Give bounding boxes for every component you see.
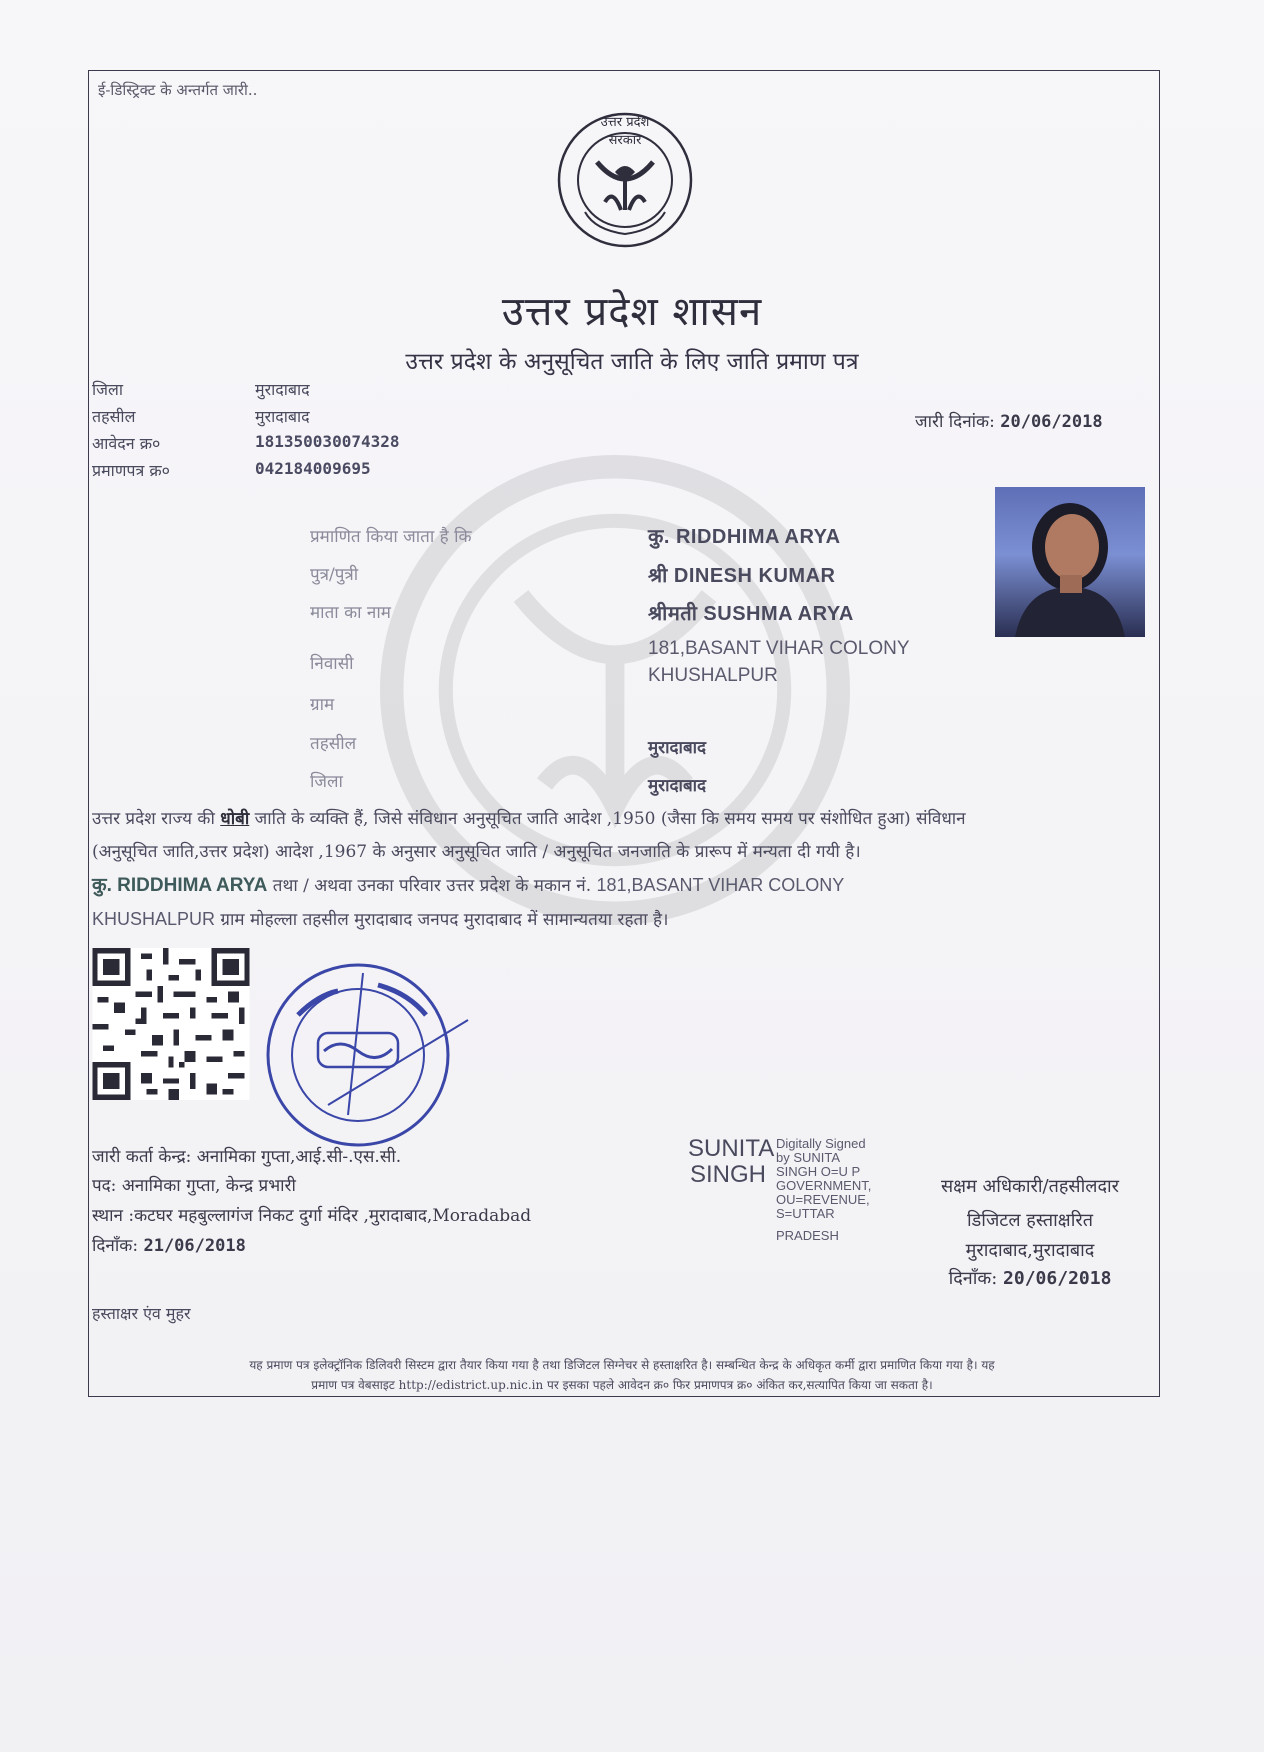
- certificate-statement: [92, 803, 1152, 937]
- statement-line-4: KHUSHALPUR ग्राम मोहल्ला तहसील मुरादाबाद जनपद मुरादाबाद में सामान्यतया रहता है।: [92, 909, 669, 930]
- application-no-label: आवेदन क्र०: [92, 434, 161, 453]
- qr-code: [92, 948, 250, 1100]
- certificate-no-value: 042184009695: [255, 459, 371, 478]
- authority-digital-signed: डिजिटल हस्ताक्षरित: [967, 1210, 1093, 1231]
- footer-note: यह प्रमाण पत्र इलेक्ट्रॉनिक डिलिवरी सिस्टम द्वारा तैयार किया गया है तथा डिजिटल सिग्नेचर से हस्ताक्षरित है। सम्बन्धित केन्द्र के अधिकृत कर्मी द्वारा प्रमाणित किया गया है। यह प्रमाण पत्र वेबसाइट http://edistrict.up.nic.in पर इसका पहले आवेदन क्र० फिर प्रमाणपत्र क्र० अंकित कर,सत्यापित किया जा सकता है।: [249, 1358, 995, 1392]
- signer-name-large: SUNITA SINGH: [688, 1135, 775, 1188]
- issuing-center: जारी कर्ता केन्द्र: अनामिका गुप्ता,आई.सी-.एस.सी.: [92, 1147, 402, 1167]
- district-label: जिला: [92, 380, 124, 399]
- issued-under-note: ई-डिस्ट्रिक्ट के अन्तर्गत जारी..: [98, 81, 258, 99]
- district-value: मुरादाबाद: [255, 380, 310, 399]
- emblem-ring-text: उत्तर प्रदेश सरकार: [600, 115, 650, 148]
- district-cert-label: जिला: [310, 772, 343, 792]
- resident-label: निवासी: [310, 654, 354, 674]
- digital-signature-details: Digitally Signed by SUNITA SINGH O=U P GOVERNMENT, OU=REVENUE, S=UTTAR PRADESH: [776, 1136, 872, 1243]
- address-line-1: 181,BASANT VIHAR COLONY: [648, 638, 910, 659]
- application-no-value: 181350030074328: [255, 432, 400, 451]
- resident-address: [648, 635, 910, 689]
- kendra-seal-stamp-icon: [258, 955, 480, 1155]
- issue-date-label: जारी दिनांक:: [915, 412, 1001, 432]
- issue-date: [915, 409, 1103, 432]
- page-title: उत्तर प्रदेश शासन: [501, 289, 763, 335]
- statement-line-1: उत्तर प्रदेश राज्य की धोबी जाति के व्यक्ति हैं, जिसे संविधान अनुसूचित जाति आदेश ,1950 (जैसा कि समय समय पर संशोधित हुआ) संविधान: [92, 809, 966, 829]
- issuer-location: स्थान :कटघर महबुल्लागंज निकट दुर्गा मंदिर ,मुरादाबाद,Moradabad: [92, 1206, 532, 1226]
- authority-date: दिनाँक: 20/06/2018: [948, 1268, 1112, 1289]
- authority-place: मुरादाबाद,मुरादाबाद: [965, 1240, 1095, 1261]
- tehsil-cert-label: तहसील: [310, 734, 357, 754]
- father-name: श्री DINESH KUMAR: [648, 565, 836, 587]
- statement-line-3: कु. RIDDHIMA ARYA तथा / अथवा उनका परिवार उत्तर प्रदेश के मकान नं. 181,BASANT VIHAR COLONY: [92, 875, 845, 896]
- tehsil-label: तहसील: [92, 407, 136, 426]
- holder-name: कु. RIDDHIMA ARYA: [648, 526, 841, 548]
- certificate-no-label: प्रमाणपत्र क्र०: [92, 461, 170, 480]
- address-line-2: KHUSHALPUR: [648, 665, 778, 686]
- tehsil-value: मुरादाबाद: [255, 407, 310, 426]
- issuer-designation: पद: अनामिका गुप्ता, केन्द्र प्रभारी: [92, 1176, 296, 1196]
- issue-date-value: 20/06/2018: [1000, 412, 1103, 432]
- mother-name-label: माता का नाम: [310, 603, 391, 623]
- certified-that-label: प्रमाणित किया जाता है कि: [310, 527, 472, 547]
- statement-line-2: (अनुसूचित जाति,उत्तर प्रदेश) आदेश ,1967 के अनुसार अनुसूचित जाति / अनुसूचित जनजाति के प्रारूप में मन्यता दी गयी है।: [92, 842, 861, 862]
- applicant-photo: [995, 487, 1145, 637]
- district-cert-value: मुरादाबाद: [648, 776, 707, 796]
- authority-title: सक्षम अधिकारी/तहसीलदार: [940, 1176, 1120, 1197]
- village-label: ग्राम: [310, 695, 335, 715]
- mother-name: श्रीमती SUSHMA ARYA: [648, 603, 854, 625]
- certificate-subtitle: उत्तर प्रदेश के अनुसूचित जाति के लिए जाति प्रमाण पत्र: [405, 349, 859, 375]
- tehsil-cert-value: मुरादाबाद: [648, 738, 707, 758]
- signature-and-seal-label: हस्ताक्षर एंव मुहर: [92, 1304, 191, 1323]
- son-daughter-label: पुत्र/पुत्री: [310, 565, 359, 585]
- issuer-date: दिनाँक: 21/06/2018: [92, 1236, 246, 1256]
